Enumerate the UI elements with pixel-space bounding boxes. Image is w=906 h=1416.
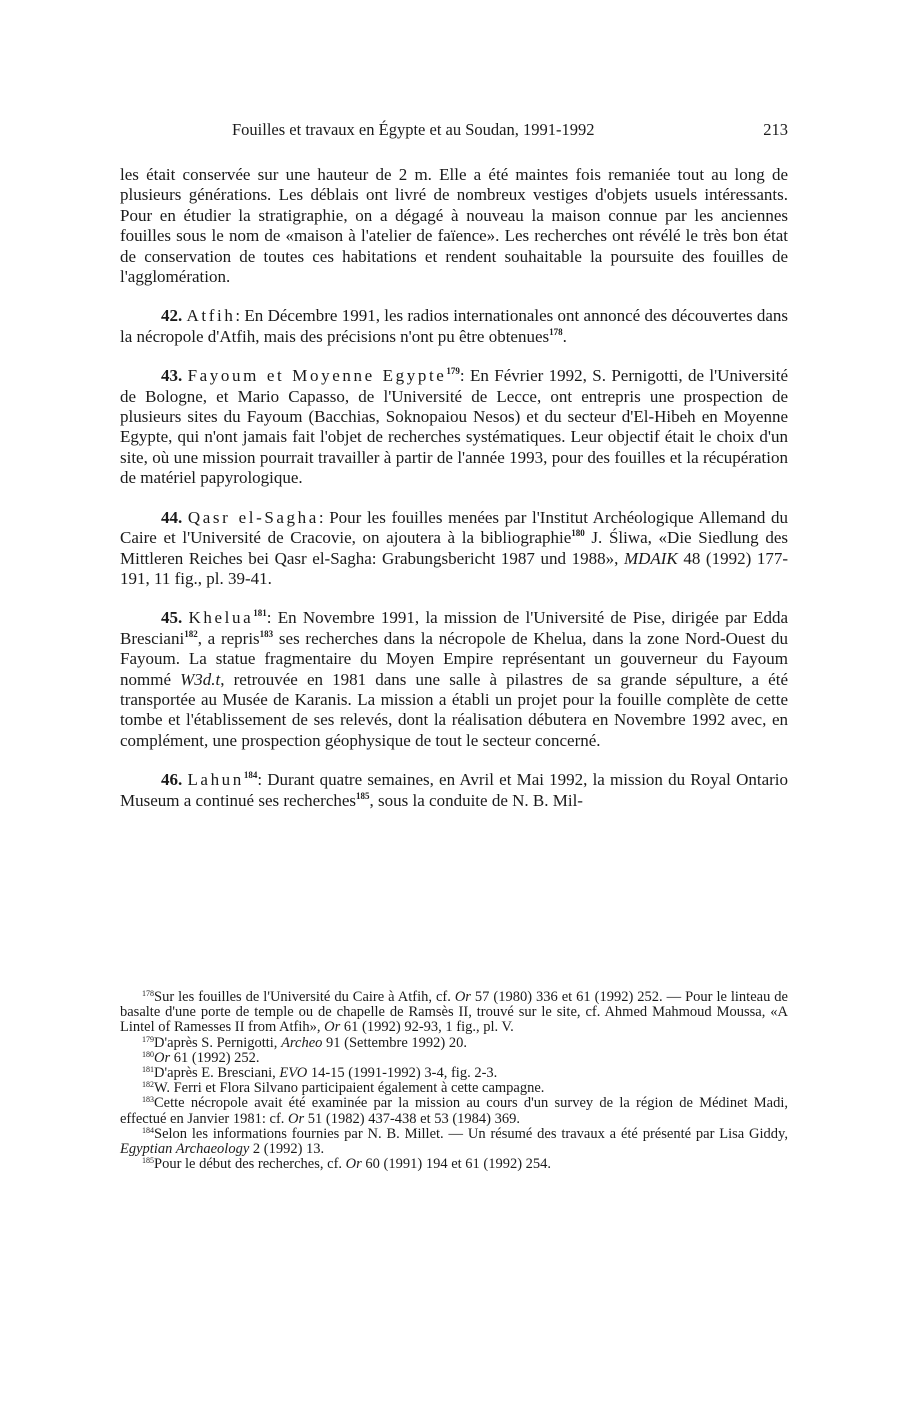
footnote-ref[interactable]: 182	[184, 628, 198, 639]
footnote-178	[120, 990, 788, 1036]
site-name: Fayoum et Moyenne Egypte	[187, 366, 447, 386]
footnote-185	[120, 1157, 788, 1172]
running-header	[120, 120, 788, 142]
journal-title: Or	[324, 1019, 341, 1036]
paragraph-intro: les était conservée sur une hauteur de 2 m. Elle a été maintes fois remaniée tout au long de plusieurs générations. Les déblais ont livré de nombreux vestiges d'objets usuels intéressants. Pour en étudier la stratigraphie, on a dégagé à nouveau la maison connue par les anciennes fouilles sous le nom de «maison à l'atelier de faïence». Les recherches ont révélé le très bon état de conservation de toutes ces habitations et rendent souhaitable la poursuite des fouilles de l'agglomération.	[120, 165, 788, 287]
footnote-number: 185	[142, 1156, 154, 1166]
footnote-text: 91 (Settembre 1992) 20.	[322, 1034, 467, 1051]
paragraph-text: , retrouvée en 1981 dans une salle à pilastres de sa grande sépulture, a été transportée au Musée de Karanis. La mission a établi un projet pour la fouille complète de cette tombe et l'établissement de ses relevés, dont la réalisation débutera en Novembre 1992 avec, en complément, une prospection géophysique de tout le secteur concerné.	[120, 669, 788, 750]
footnote-ref[interactable]: 181	[253, 608, 267, 619]
footnote-number: 181	[142, 1065, 154, 1075]
section-number: 43.	[161, 366, 183, 386]
footnote-text: 61 (1992) 252.	[170, 1049, 260, 1066]
paragraph-44	[120, 508, 788, 590]
paragraph-text: , sous la conduite de N. B. Mil-	[369, 790, 583, 810]
paragraph-43	[120, 366, 788, 488]
site-name: Qasr el-Sagha	[187, 507, 319, 527]
paragraph-text: : Pour les fouilles menées par l'Institut Archéologique Allemand du Caire et l'Université de Cracovie, on ajoutera à la bibliographie	[120, 507, 788, 548]
section-number: 46.	[161, 770, 183, 790]
paragraph-46	[120, 770, 788, 811]
footnote-text: Sur les fouilles de l'Université du Caire à Atfih, cf.	[154, 989, 455, 1005]
running-title: Fouilles et travaux en Égypte et au Soudan, 1991-1992	[232, 120, 595, 139]
journal-title: Archeo	[281, 1034, 323, 1051]
transliteration: W3d.t	[180, 669, 221, 689]
footnote-180	[120, 1051, 788, 1066]
paragraph-text: : En Décembre 1991, les radios internationales ont annoncé des découvertes dans la nécropole d'Atfih, mais des précisions n'ont pu être obtenues	[120, 306, 788, 346]
footnote-text: 61 (1992) 92-93, 1 fig., pl. V.	[340, 1019, 514, 1036]
journal-title: Or	[154, 1049, 171, 1066]
footnote-text: 60 (1991) 194 et 61 (1992) 254.	[361, 1156, 552, 1173]
footnote-ref[interactable]: 180	[571, 528, 585, 539]
section-number: 42.	[161, 306, 183, 326]
journal-title: Or	[288, 1110, 305, 1127]
journal-title: Or	[454, 989, 471, 1005]
footnote-number: 183	[142, 1095, 154, 1105]
section-number: 44.	[161, 507, 183, 527]
site-name: Khelua	[188, 608, 254, 628]
footnote-text: W. Ferri et Flora Silvano participaient également à cette campagne.	[154, 1080, 545, 1097]
footnote-text: 14-15 (1991-1992) 3-4, fig. 2-3.	[307, 1065, 498, 1082]
main-text	[120, 165, 788, 830]
footnote-ref[interactable]: 178	[549, 326, 563, 337]
footnote-183	[120, 1096, 788, 1126]
journal-title: Egyptian Archaeology	[120, 1141, 250, 1158]
footnote-ref[interactable]: 184	[243, 770, 258, 781]
footnote-number: 180	[142, 1049, 154, 1059]
footnote-182	[120, 1081, 788, 1096]
footnote-text: 2 (1992) 13.	[249, 1141, 325, 1158]
footnote-ref[interactable]: 185	[356, 790, 370, 801]
footnotes	[120, 990, 788, 1172]
footnote-ref[interactable]: 183	[259, 628, 274, 639]
footnote-text: 57 (1980) 336 et 61 (1992) 252. — Pour le linteau de basalte d'une porte de temple ou de chapelle de Ramsès II, trouvé sur le site, cf. Ahmed Mahmoud Moussa, «A Lintel of Ramesses II from Atfih»,	[120, 989, 788, 1036]
footnote-184	[120, 1127, 788, 1157]
footnote-number: 179	[142, 1034, 154, 1044]
footnote-text: D'après S. Pernigotti,	[154, 1034, 282, 1051]
footnote-number: 178	[142, 989, 154, 998]
paragraph-text: , a repris	[197, 628, 260, 648]
footnote-text: Cette nécropole avait été examinée par la mission au cours d'un survey de la région de Médinet Madi, effectué en Janvier 1981: cf.	[120, 1095, 788, 1127]
journal-title: Or	[345, 1156, 362, 1173]
paragraph-text: ses recherches dans la nécropole de Khelua, dans la zone Nord-Ouest du Fayoum. La statue fragmentaire du Moyen Empire représentant un gouverneur du Fayoum nommé	[120, 628, 788, 689]
footnote-number: 184	[142, 1125, 154, 1135]
page-number: 213	[763, 120, 788, 139]
paragraph-text: : En Novembre 1991, la mission de l'Université de Pise, dirigée par Edda Bresciani	[120, 608, 788, 648]
footnote-text: D'après E. Bresciani,	[154, 1065, 280, 1082]
footnote-181	[120, 1066, 788, 1081]
paragraph-text: .	[562, 326, 567, 346]
site-name: Lahun	[187, 770, 244, 790]
paragraph-text: 48 (1992) 177-191, 11 fig., pl. 39-41.	[120, 548, 788, 588]
footnote-ref[interactable]: 179	[446, 366, 460, 377]
paragraph-text: : Durant quatre semaines, en Avril et Mai 1992, la mission du Royal Ontario Museum a continué ses recherches	[120, 770, 789, 810]
paragraph-45	[120, 608, 788, 751]
footnote-text: Selon les informations fournies par N. B. Millet. — Un résumé des travaux a été présenté par Lisa Giddy,	[154, 1125, 788, 1142]
paragraph-42	[120, 306, 788, 347]
journal-title: MDAIK	[623, 548, 678, 568]
paragraph-text: : En Février 1992, S. Pernigotti, de l'Université de Bologne, et Mario Capasso, de l'Université de Lecce, ont entrepris une prospection de plusieurs sites du Fayoum (Bacchias, Soknopaiou Nesos) et du secteur d'El-Hibeh en Moyenne Egypte, qui n'ont jamais fait l'objet de recherches systématiques. Leur objectif était le choix d'un site, où une mission pourrait travailler à partir de l'année 1993, pour des fouilles et la récupération de matériel papyrologique.	[120, 366, 788, 488]
footnote-text: Pour le début des recherches, cf.	[154, 1156, 346, 1173]
site-name: Atfih	[186, 306, 236, 326]
paragraph-text: J. Śliwa, «Die Siedlung des Mittleren Reiches bei Qasr el-Sagha: Grabungsbericht 1987 und 1988»,	[120, 528, 788, 568]
footnote-179	[120, 1036, 788, 1051]
footnote-text: 51 (1982) 437-438 et 53 (1984) 369.	[304, 1110, 521, 1127]
journal-title: EVO	[279, 1065, 308, 1082]
footnote-number: 182	[142, 1080, 154, 1090]
section-number: 45.	[161, 608, 183, 628]
